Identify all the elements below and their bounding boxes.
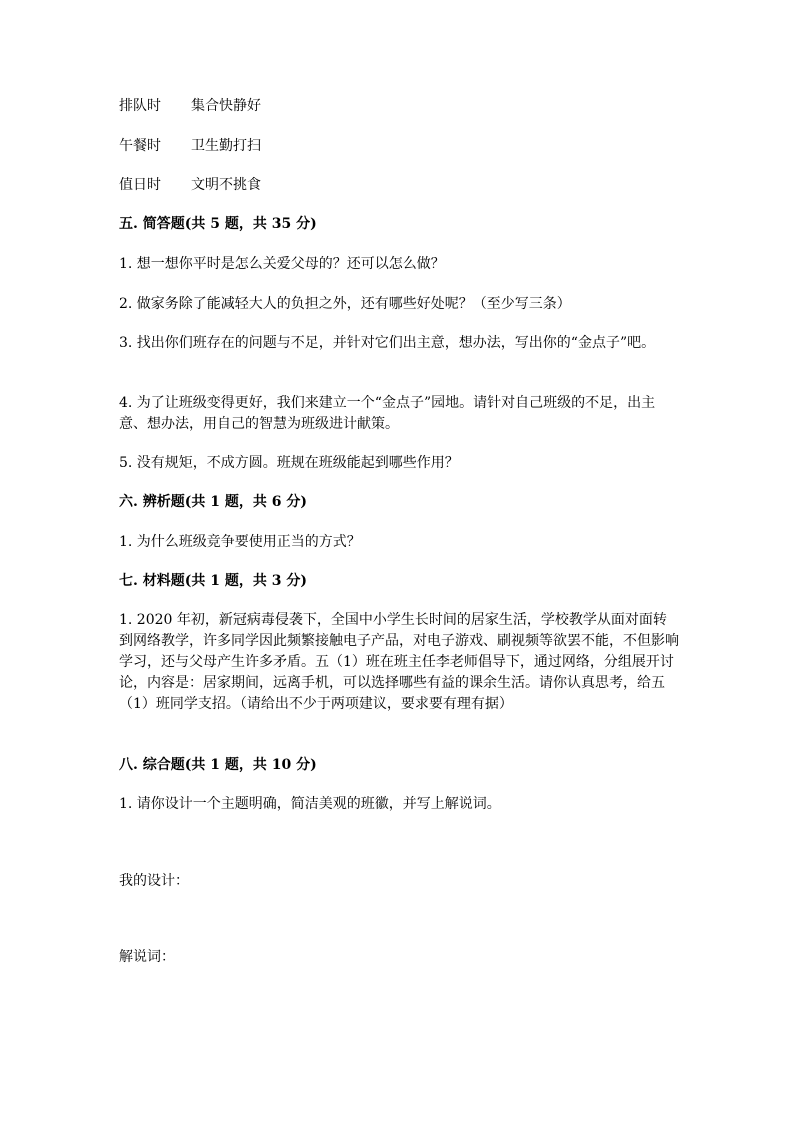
question-text: 1. 想一想你平时是怎么关爱父母的？还可以怎么做？ (119, 256, 445, 272)
question-text: 1. 2020 年初，新冠病毒侵袭下，全国中小学生长时间的居家生活，学校教学从面对面转到网络教学，许多同学因此频繁接触电子产品，对电子游戏、刷视频等欲罢不能，不但影响学习，还与父母产生许多矛盾。五（1）班在班主任李老师倡导下，通过网络，分组展开讨论，内容是：居家期间，远离手机，可以选择哪些有益的课余生活。请你认真思考，给五（1）班同学支招。（请给出不少于两项建议，要求要有理有据） (119, 612, 679, 712)
matching-right: 卫生勤打扫 (191, 138, 261, 154)
section-heading: 八. 综合题(共 1 题，共 10 分) (119, 757, 317, 773)
matching-left: 值日时 (119, 177, 161, 193)
question-text: 2. 做家务除了能减轻大人的负担之外，还有哪些好处呢？（至少写三条） (119, 296, 571, 312)
matching-right: 集合快静好 (191, 98, 261, 114)
question-text: 1. 请你设计一个主题明确，简洁美观的班徽，并写上解说词。 (119, 796, 501, 812)
question-text: 1. 为什么班级竞争要使用正当的方式？ (119, 534, 361, 550)
matching-row (119, 96, 261, 116)
section-heading: 六. 辨析题(共 1 题，共 6 分) (119, 494, 307, 510)
section-heading: 五. 简答题(共 5 题，共 35 分) (119, 216, 317, 232)
answer-label-explanation: 解说词： (119, 949, 175, 965)
answer-label-design: 我的设计： (119, 873, 189, 889)
matching-row (119, 136, 261, 156)
question-text: 3. 找出你们班存在的问题与不足，并针对它们出主意，想办法，写出你的“金点子”吧。 (119, 335, 656, 351)
matching-left: 排队时 (119, 98, 161, 114)
question-text: 5. 没有规矩，不成方圆。班规在班级能起到哪些作用？ (119, 455, 459, 471)
question-text: 4. 为了让班级变得更好，我们来建立一个“金点子”园地。请针对自己班级的不足，出主意、想办法，用自己的智慧为班级进计献策。 (119, 395, 656, 432)
matching-left: 午餐时 (119, 138, 161, 154)
matching-right: 文明不挑食 (191, 177, 261, 193)
matching-row (119, 175, 261, 195)
section-heading: 七. 材料题(共 1 题，共 3 分) (119, 573, 307, 589)
